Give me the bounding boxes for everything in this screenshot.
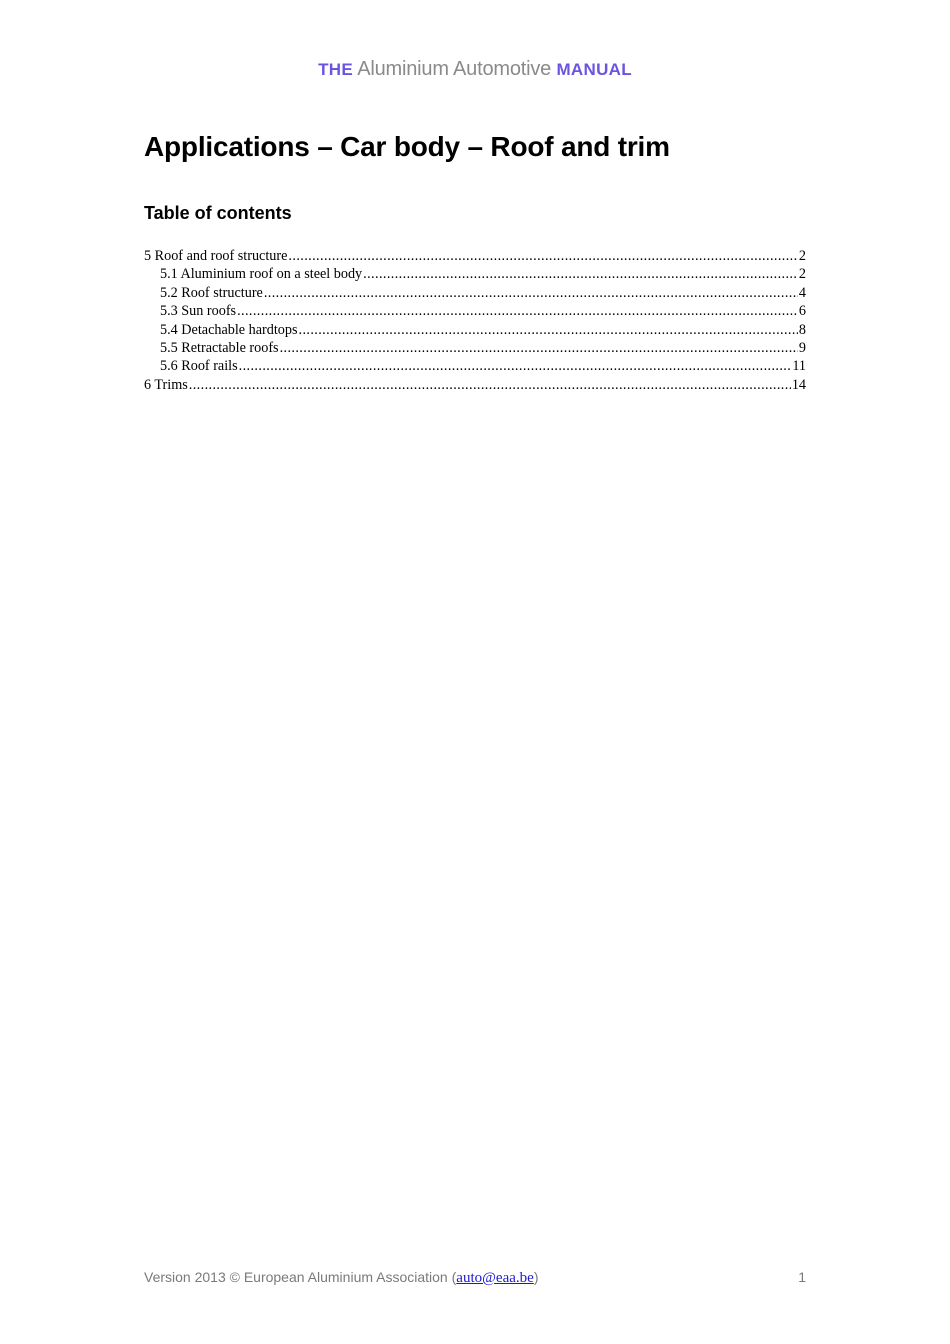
toc-entry-5-3[interactable] <box>144 302 806 320</box>
footer-page-number: 1 <box>798 1269 806 1285</box>
toc-entry-5-2[interactable] <box>144 284 806 302</box>
toc-dot-leader <box>299 321 798 339</box>
toc-entry-page: 2 <box>798 248 806 264</box>
header-the: THE <box>318 60 353 79</box>
document-title: Applications – Car body – Roof and trim <box>144 131 670 162</box>
toc-entry-page: 4 <box>798 284 806 301</box>
toc-entry-page: 2 <box>798 266 806 283</box>
toc-entry-label: 5.6 Roof rails <box>160 358 238 375</box>
toc-entry-page: 6 <box>798 303 806 320</box>
toc-dot-leader <box>264 284 798 302</box>
toc-entry-page: 9 <box>798 339 806 356</box>
toc-dot-leader <box>237 302 798 320</box>
toc-dot-leader <box>280 339 798 357</box>
toc-entry-page: 11 <box>792 358 806 375</box>
toc-entry-label: 5.1 Aluminium roof on a steel body <box>160 266 363 283</box>
footer-email-link[interactable]: auto@eaa.be <box>456 1270 534 1286</box>
toc-dot-leader <box>363 265 798 283</box>
page-footer <box>144 1269 806 1287</box>
footer-version-text: Version 2013 © European Aluminium Association ( <box>144 1269 457 1285</box>
toc-entry-5-6[interactable] <box>144 357 806 375</box>
running-header <box>0 58 950 81</box>
toc-entry-page: 14 <box>791 376 806 393</box>
toc-dot-leader <box>239 357 792 375</box>
toc-entry-5-4[interactable] <box>144 321 806 339</box>
toc-dot-leader <box>189 376 791 394</box>
toc-entry-label: 5.5 Retractable roofs <box>160 339 279 356</box>
toc-entry-label: 5.4 Detachable hardtops <box>160 321 298 338</box>
toc-entry-page: 8 <box>798 321 806 338</box>
toc-entry-5-5[interactable] <box>144 339 806 357</box>
toc-entry-5[interactable] <box>144 247 806 265</box>
toc-entry-label: 5 Roof and roof structure <box>144 248 288 264</box>
table-of-contents <box>144 247 806 394</box>
toc-dot-leader <box>288 247 797 265</box>
toc-entry-label: 6 Trims <box>144 376 188 393</box>
header-manual: MANUAL <box>556 60 632 79</box>
toc-entry-6[interactable] <box>144 376 806 394</box>
toc-heading: Table of contents <box>144 203 292 223</box>
header-title: Aluminium Automotive <box>357 58 552 80</box>
footer-version-close: ) <box>533 1269 539 1285</box>
footer-version <box>144 1269 538 1287</box>
toc-entry-5-1[interactable] <box>144 265 806 283</box>
toc-entry-label: 5.2 Roof structure <box>160 284 263 301</box>
toc-entry-label: 5.3 Sun roofs <box>160 303 237 320</box>
